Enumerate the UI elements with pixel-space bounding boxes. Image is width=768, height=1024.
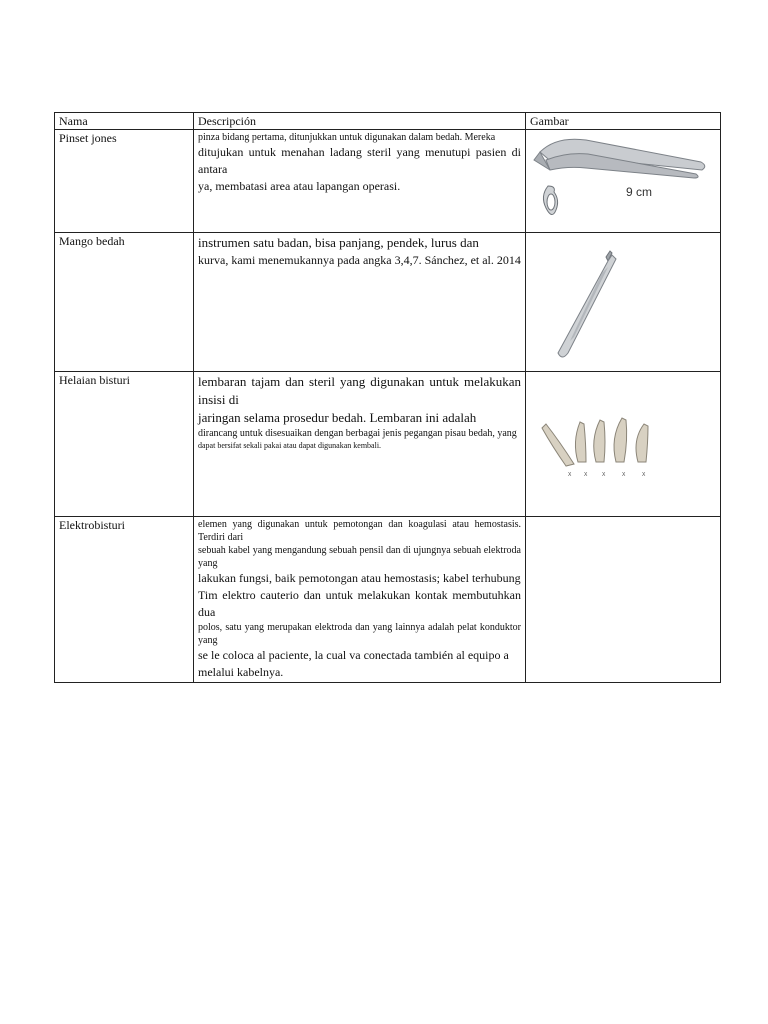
row-image — [526, 130, 721, 233]
row-name: Mango bedah — [55, 233, 194, 372]
header-descripcion: Descripción — [194, 113, 526, 130]
row-image — [526, 372, 721, 517]
desc-line: ditujukan untuk menahan ladang steril yang menutupi pasien di antara — [198, 145, 521, 176]
desc-line: jaringan selama prosedur bedah. Lembaran ini adalah — [198, 410, 477, 425]
table-header-row — [55, 113, 721, 130]
table-row — [55, 372, 721, 517]
row-name: Pinset jones — [55, 130, 194, 233]
blade-label: X — [622, 472, 626, 478]
desc-line: polos, satu yang merupakan elektroda dan yang lainnya adalah pelat konduktor yang — [198, 622, 521, 646]
instrument-table — [54, 112, 721, 683]
header-nama: Nama — [55, 113, 194, 130]
desc-line: elemen yang digunakan untuk pemotongan dan koagulasi atau hemostasis. Terdiri dari — [198, 519, 521, 543]
row-name: Helaian bisturi — [55, 372, 194, 517]
desc-line: pinza bidang pertama, ditunjukkan untuk digunakan dalam bedah. Mereka — [198, 132, 496, 143]
desc-line: lembaran tajam dan steril yang digunakan untuk melakukan insisi di — [198, 374, 521, 407]
desc-line: sebuah kabel yang mengandung sebuah pensil dan di ujungnya sebuah elektroda yang — [198, 545, 521, 569]
desc-line: ya, membatasi area atau lapangan operasi. — [198, 179, 401, 193]
table-row — [55, 130, 721, 233]
desc-line: instrumen satu badan, bisa panjang, pendek, lurus dan — [198, 235, 479, 250]
blade-label: X — [602, 472, 606, 478]
desc-line: dirancang untuk disesuaikan dengan berbagai jenis pegangan pisau bedah, yang — [198, 428, 517, 439]
row-description — [194, 130, 526, 233]
blade-label: X — [642, 472, 646, 478]
desc-line: kurva, kami menemukannya pada angka 3,4,7. Sánchez, et al. 2014 — [198, 253, 521, 267]
scalpel-handle-image — [526, 233, 721, 369]
desc-line: melalui kabelnya. — [198, 665, 284, 679]
header-gambar: Gambar — [526, 113, 721, 130]
row-image — [526, 233, 721, 372]
desc-line: Tim elektro cauterio dan untuk melakukan kontak membutuhkan dua — [198, 588, 521, 619]
desc-line: dapat bersifat sekali pakai atau dapat digunakan kembali. — [198, 441, 382, 450]
row-description — [194, 517, 526, 683]
blade-label: X — [568, 472, 572, 478]
desc-line: se le coloca al paciente, la cual va conectada también al equipo a — [198, 648, 509, 662]
row-name: Elektrobisturi — [55, 517, 194, 683]
desc-line: lakukan fungsi, baik pemotongan atau hemostasis; kabel terhubung — [198, 571, 521, 585]
size-label: 9 cm — [626, 185, 653, 199]
tissue-forceps-image — [526, 130, 721, 230]
table-row — [55, 233, 721, 372]
table-row — [55, 517, 721, 683]
scalpel-blades-image — [526, 372, 721, 514]
blade-label: X — [584, 472, 588, 478]
row-description — [194, 233, 526, 372]
row-description — [194, 372, 526, 517]
row-image — [526, 517, 721, 683]
